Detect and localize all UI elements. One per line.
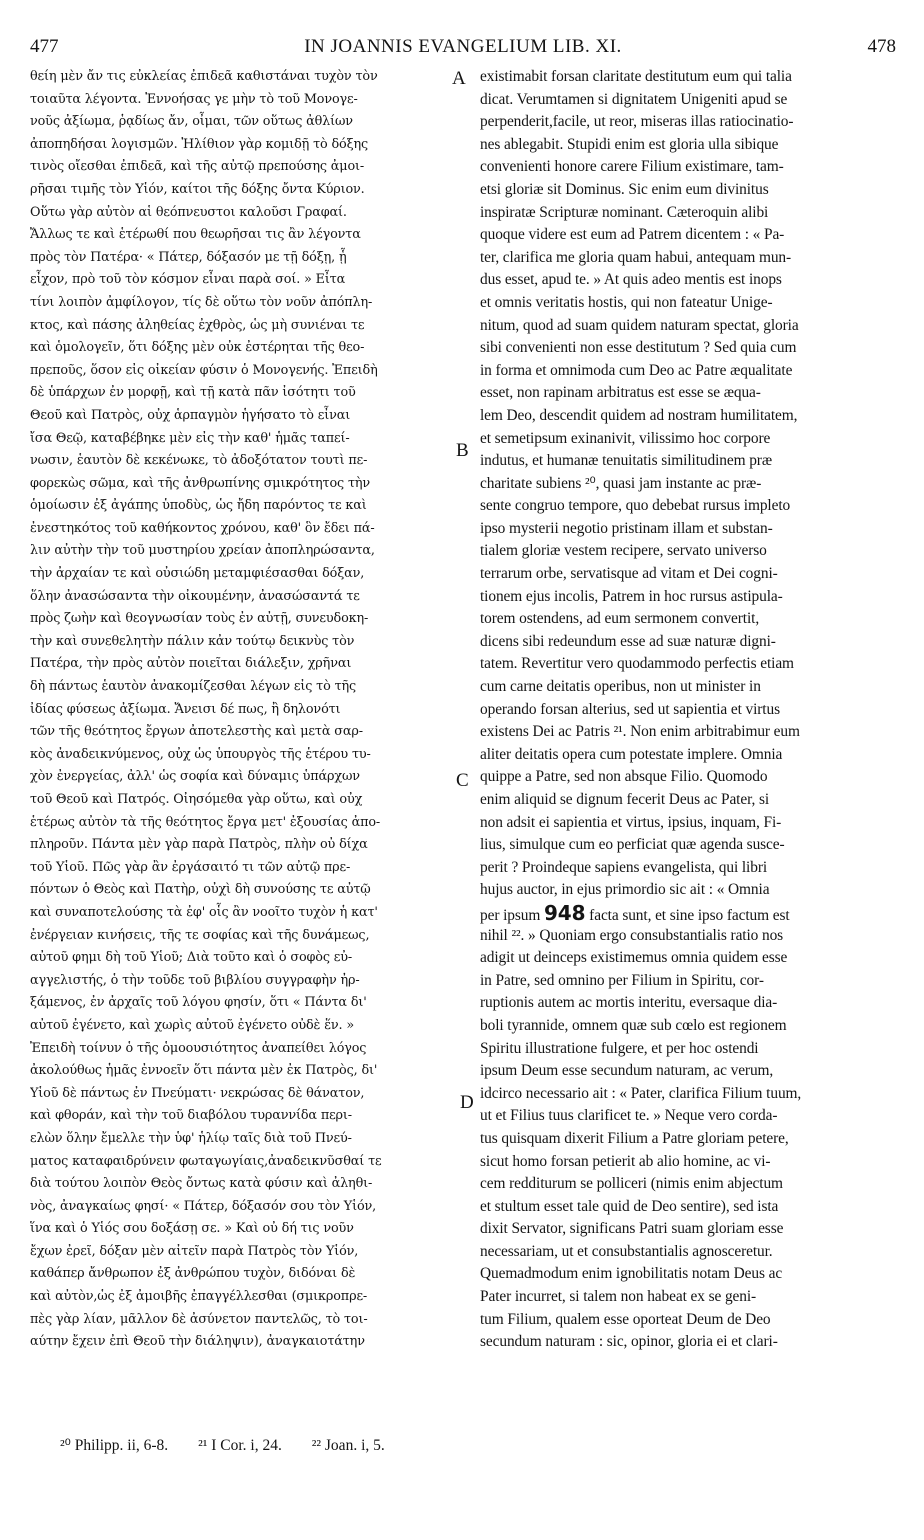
greek-text-line: ἐνεστηκότος τοῦ καθήκοντος χρόνου, καθ' ὃν ἔδει πά- — [30, 520, 375, 536]
latin-text-line: terrarum orbe, servatisque ad vitam et Dei cogni- — [480, 565, 778, 583]
latin-text-line: boli tyrannide, omnem quæ sub cœlo est regionem — [480, 1016, 787, 1034]
line-text: facta sunt, et sine ipso factum est — [585, 906, 790, 924]
latin-text-line: ter, clarifica me gloria quam habui, antequam mun- — [480, 248, 792, 266]
latin-text-line: Spiritu illustratione fulgere, et per hoc ostendi — [480, 1039, 759, 1057]
latin-text-line: nitum, quod ad suam quidem naturam spectat, gloria — [480, 316, 799, 334]
running-header — [30, 36, 896, 62]
greek-text-line: κτος, καὶ πάσης ἀληθείας ἐχθρὸς, ὡς μὴ συνιέναι τε — [30, 317, 365, 333]
latin-text-line: et semetipsum exinanivit, vilissimo hoc corpore — [480, 429, 771, 447]
latin-text-line: non adsit ei sapientia et virtus, ipsius, inquam, Fi- — [480, 813, 782, 831]
greek-text-line: πρεποῦς, ὅσον εἰς οἰκείαν φύσιν ὁ Μονογενής. Ἐπειδὴ — [30, 362, 378, 378]
greek-text-line: αὐτοῦ ἐγένετο, καὶ χωρὶς αὐτοῦ ἐγένετο οὐδὲ ἕν. » — [30, 1017, 355, 1033]
greek-text-line: τὴν ἀρχαίαν τε καὶ οὐσιώδη μεταμφιέσασθαι δόξαν, — [30, 566, 365, 582]
latin-text-line: in forma et omnimoda cum Deo ac Patre æqualitate — [480, 361, 793, 379]
page-number-right: 478 — [867, 36, 896, 57]
greek-text-line: δὴ πάντως ἑαυτὸν ἀνακομίζεσθαι λέγων εἰς τὸ τῆς — [30, 679, 357, 695]
greek-text-line: τὴν καὶ συνεθελητὴν πάλιν κἀν τούτῳ δεικνὺς τὸν — [30, 633, 355, 649]
greek-text-line: εἶχον, πρὸ τοῦ τὸν κόσμον εἶναι παρὰ σοί. » Εἶτα — [30, 272, 346, 288]
greek-text-line: τῶν τῆς θεότητος ἔργων ἀποτελεστὴς καὶ μετὰ σαρ- — [30, 724, 363, 740]
greek-text-line: ἀποπηδήσαι λογισμῶν. Ἠλίθιον γὰρ κομιδῇ τὸ δόξης — [30, 136, 369, 152]
latin-text-line: et stultum esset tale quid de Deo sentire), sed ista — [480, 1197, 779, 1215]
greek-text-line: ἑτέρως αὐτὸν τὰ τῆς θεότητος ἔργα μετ' ἐξουσίας ἀπο- — [30, 814, 381, 830]
latin-text-line: dixit Servator, significans Patri suam gloriam esse — [480, 1220, 784, 1238]
latin-text-line: dus esset, apud te. » At quis adeo mentis est inops — [480, 271, 782, 289]
greek-text-line: θείη μὲν ἄν τις εὐκλείας ἐπιδεᾶ καθιστάναι τυχὸν τὸν — [30, 69, 378, 84]
running-title: IN JOANNIS EVANGELIUM LIB. XI. — [304, 36, 622, 57]
greek-text-line: καὶ φθοράν, καὶ τὴν τοῦ διαβόλου τυραννίδα περι- — [30, 1108, 352, 1124]
greek-text-line: τίνι λοιπὸν ἀμφίλογον, τίς δὲ οὕτω τὸν νοῦν ἀπόπλη- — [30, 294, 373, 310]
greek-text-line: ἀκολούθως ἡμᾶς ἐννοεῖν ὅτι πάντα μὲν ἐκ Πατρὸς, δι' — [30, 1063, 378, 1079]
greek-text-line: Οὕτω γὰρ αὐτὸν αἱ θεόπνευστοι καλοῦσι Γραφαί. — [30, 204, 347, 220]
latin-text-line: aliter deitatis opera cum potestate implere. Omnia — [480, 745, 783, 763]
greek-text-line: ἴσα Θεῷ, καταβέβηκε μὲν εἰς τὴν καθ' ἡμᾶς ταπεί- — [30, 430, 350, 446]
latin-text-line: tum Filium, qualem esse oporteat Deum de Deo — [480, 1310, 771, 1328]
footnote: ²² Joan. i, 5. — [311, 1437, 385, 1454]
greek-text-line: ξάμενος, ἐν ἀρχαῖς τοῦ λόγου φησίν, ὅτι « Πάντα δι' — [30, 995, 367, 1011]
latin-text-line: dicat. Verumtamen si dignitatem Unigeniti apud se — [480, 90, 788, 108]
latin-text-line: idcirco necessario ait : « Pater, clarifica Filium tuum, — [480, 1084, 802, 1102]
latin-text-line — [480, 902, 892, 925]
latin-text-line: necessariam, ut et consubstantialis agnosceretur. — [480, 1242, 773, 1260]
greek-text-line: αγγελιστής, ὁ τὴν τοῦδε τοῦ βιβλίου συγγραφὴν ἠρ- — [30, 972, 360, 988]
latin-text-line: Pater incurret, si talem non habeat ex se geni- — [480, 1288, 757, 1306]
latin-text-line: inspiratæ Scripturæ nominant. Cæteroquin alibi — [480, 203, 769, 221]
margin-letter-d: D — [460, 1092, 474, 1113]
greek-text-line: τοιαῦτα λέγοντα. Ἐννοήσας γε μὴν τὸ τοῦ Μονογε- — [30, 91, 358, 107]
latin-text-line: et omnis veritatis hostis, qui non fateatur Unige- — [480, 293, 773, 311]
greek-text-line: Πατέρα, τὴν πρὸς αὐτὸν ποιεῖται διάλεξιν, χρῆναι — [30, 656, 352, 672]
latin-text-line: perpenderit,facile, ut reor, miseras illas ratiocinatio- — [480, 113, 794, 131]
margin-letter-c: C — [456, 770, 469, 791]
greek-text-line: καὶ αὐτὸν,ὡς ἐξ ἀμοιβῆς ἐπαγγέλλεσθαι (σμικροπρε- — [30, 1289, 368, 1305]
greek-text-line: νὸς, ἀναγκαίως φησί· « Πάτερ, δόξασόν σου τὸν Υἱόν, — [30, 1198, 377, 1214]
greek-text-line: νοῦς ἀξίωμα, ῥᾳδίως ἄν, οἶμαι, τῶν οὕτως ἀθλίων — [30, 114, 353, 130]
latin-text-line: etsi gloriæ sit Dominus. Sic enim eum divinitus — [480, 180, 769, 198]
latin-text-line: tus quisquam dixerit Filium a Patre gloriam petere, — [480, 1129, 789, 1147]
latin-text-line: operando forsan alterius, sed ut sapientia et virtus — [480, 700, 780, 718]
margin-letter-a: A — [452, 68, 466, 89]
greek-text-line: τοῦ Υἱοῦ. Πῶς γὰρ ἂν ἐργάσαιτό τι τῶν αὐτῷ πρε- — [30, 859, 351, 875]
greek-text-line: Θεοῦ καὶ Πατρὸς, οὐχ ἁρπαγμὸν ἡγήσατο τὸ εἶναι — [30, 407, 351, 423]
greek-text-line: διὰ τούτου λοιπὸν Θεὸς ὄντως κατὰ φύσιν καὶ ἀληθι- — [30, 1176, 373, 1192]
latin-text-line: ipsum Deum esse secundum naturam, ac verum, — [480, 1062, 774, 1080]
latin-text-line: perit ? Proindeque sapiens evangelista, qui libri — [480, 858, 768, 876]
latin-text-line: ut et Filius tuus clarificet te. » Neque vero corda- — [480, 1107, 778, 1125]
greek-text-line: ἔχων ἐρεῖ, δόξαν μὲν αἰτεῖν παρὰ Πατρὸς τὸν Υἱόν, — [30, 1243, 359, 1259]
latin-text-line: dicens sibi redeundum esse ad suæ naturæ digni- — [480, 632, 776, 650]
greek-text-line: χὸν ἐνεργείας, ἀλλ' ὡς σοφία καὶ δύναμις ὑπάρχων — [30, 769, 360, 785]
greek-text-line: καθάπερ ἄνθρωπον ἐξ ἀνθρώπου τυχὸν, διδόναι δὲ — [30, 1266, 356, 1282]
latin-text-line: Quemadmodum enim ignobilitatis notam Deus ac — [480, 1265, 783, 1283]
latin-text-line: quippe a Patre, sed non absque Filio. Quomodo — [480, 768, 768, 786]
column-number: 948 — [543, 901, 586, 925]
greek-text-line: πὲς γὰρ λίαν, μᾶλλον δὲ ἀσύνετον παντελῶς, τὸ τοι- — [30, 1311, 368, 1327]
greek-text-line: ὅλην ἀνασώσαντα τὴν οἰκουμένην, ἀνασώσαντά τε — [30, 588, 360, 604]
latin-text-line: nihil ²². » Quoniam ergo consubstantialis ratio nos — [480, 926, 784, 944]
latin-text-line: torem ostendens, ad eum sermonem convertit, — [480, 610, 760, 628]
greek-text-line: ἵνα καὶ ὁ Υἱός σου δοξάσῃ σε. » Καὶ οὐ δή τις νοῦν — [30, 1221, 354, 1237]
page-number-left: 477 — [30, 36, 59, 57]
footnotes — [60, 1436, 860, 1455]
latin-text-line: existimabit forsan claritate destitutum eum qui talia — [480, 68, 792, 85]
greek-text-line: τοῦ Θεοῦ καὶ Πατρός. Οἰησόμεθα γὰρ οὕτω, καὶ οὐχ — [30, 792, 363, 807]
greek-text-line: πληροῦν. Πάντα μὲν γὰρ παρὰ Πατρὸς, πλὴν οὐ δίχα — [30, 837, 368, 853]
latin-text-line: cem redditurum se polliceri (nimis enim abjectum — [480, 1175, 783, 1193]
greek-text-line: αύτην ἔχειν ἐπὶ Θεοῦ τὴν διάληψιν), ἀναγκαιοτάτην — [30, 1334, 365, 1350]
latin-text-line: tionem ejus incolis, Patrem in hoc rursus astipula- — [480, 587, 783, 605]
greek-text-line: πρὸς ζωὴν καὶ θεογνωσίαν τοὺς ἐν αὐτῇ, συνευδοκη- — [30, 611, 369, 627]
greek-text-line: δὲ ὑπάρχων ἐν μορφῇ, καὶ τῇ κατὰ πᾶν ἰσότητι τοῦ — [30, 385, 356, 401]
greek-text-line: τινὸς οἴεσθαι ἐπιδεᾶ, καὶ τῆς αὐτῷ πρεπούσης ἀμοι- — [30, 159, 365, 175]
latin-text-line: secundum naturam : sic, opinor, gloria ei et clari- — [480, 1333, 778, 1351]
greek-text-line: ρῆσαι τιμῆς τὸν Υἱόν, καίτοι τῆς δόξης ὄντα Κύριον. — [30, 181, 365, 197]
latin-text-line: indutus, et humanæ tenuitatis similitudinem præ — [480, 452, 772, 470]
latin-text-line: in Patre, sed omnino per Filium in Spiritu, cor- — [480, 971, 764, 989]
latin-text-line: enim aliquid se dignum fecerit Deus ac Pater, si — [480, 791, 770, 808]
greek-text-line: ελὼν ὅλην ἔμελλε τὴν ὑφ' ἡλίῳ ταῖς διὰ τοῦ Πνεύ- — [30, 1130, 352, 1146]
latin-text-line: ruptionis autem ac mortis interitu, eversaque dia- — [480, 994, 778, 1012]
latin-text-line: adigit ut deinceps existimemus omnia quidem esse — [480, 949, 788, 967]
latin-text-line: sicut homo forsan petierit ab alio homine, ac vi- — [480, 1152, 771, 1170]
latin-text-line: convenienti honore carere Filium existimare, tam- — [480, 158, 784, 176]
greek-text-line: Ἄλλως τε καὶ ἑτέρωθί που θεωρῆσαι τις ἂν λέγοντα — [30, 227, 361, 243]
greek-text-line: Υἱοῦ δὲ πάντως ἐν Πνεύματι· νεκρώσας δὲ θάνατον, — [30, 1085, 365, 1101]
latin-text-line: hujus auctor, in ejus primordio sic ait : « Omnia — [480, 881, 770, 899]
latin-text-line: lius, simulque cum eo perficiat quæ agenda susce- — [480, 836, 785, 854]
greek-text-line: ἰδίας φύσεως ἀξίωμα. Ἄνεισι δέ πως, ἢ δηλονότι — [30, 701, 341, 717]
latin-text-line: charitate subiens ²⁰, quasi jam instante ac præ- — [480, 474, 762, 492]
latin-text-line: sente congruo tempore, quo debebat rursus impleto — [480, 497, 791, 515]
latin-text-line: ipso mysterii negotio pristinam illam et substan- — [480, 519, 773, 537]
greek-text-line: ὁμοίωσιν ἐξ ἀγάπης ὑποδὺς, ὡς ἤδη παρόντος τε καὶ — [30, 498, 367, 514]
footnote: ²¹ I Cor. i, 24. — [198, 1437, 282, 1454]
greek-text-line: ἐνέργειαν κινήσεις, τῆς τε σοφίας καὶ τῆς δυνάμεως, — [30, 927, 370, 943]
latin-text-line: cum carne deitatis operibus, non ut minister in — [480, 678, 761, 696]
latin-text-line: existens Dei ac Patris ²¹. Non enim arbitrabimur eum — [480, 723, 800, 741]
latin-text-line: esset, non rapinam arbitratus est esse se æqua- — [480, 384, 761, 402]
footnote: ²⁰ Philipp. ii, 6-8. — [60, 1437, 169, 1454]
latin-text-line: tatem. Revertitur vero quodammodo perfectis etiam — [480, 655, 794, 673]
greek-text-line: λιν αὐτὴν τὴν τοῦ μυστηρίου χρείαν ἀποπληρώσαντα, — [30, 543, 375, 559]
greek-text-line: καὶ ὁμολογεῖν, ὅτι δόξης μὲν οὐκ ἐστέρηται τῆς θεο- — [30, 340, 365, 356]
greek-text-line: πόντων ὁ Θεὸς καὶ Πατὴρ, οὐχὶ δὴ συνούσης τε αὐτῷ — [30, 882, 371, 898]
greek-text-line: αὐτοῦ φημι δὴ τοῦ Υἱοῦ; Διὰ τοῦτο καὶ ὁ σοφὸς εὐ- — [30, 950, 353, 966]
latin-column — [480, 66, 892, 1354]
greek-text-line: κὸς ἀναδεικνύμενος, οὐχ ὡς ὑπουργὸς τῆς ἑτέρου τυ- — [30, 746, 371, 762]
greek-text-line: Ἐπειδὴ τοίνυν ὁ τῆς ὁμοουσιότητος ἀναπείθει λόγος — [30, 1040, 367, 1056]
line-text: per ipsum — [480, 906, 544, 924]
greek-text-line: ματος καταφαιδρύνειν φωταγωγίαις,ἀναδεικνῦσθαί τε — [30, 1153, 382, 1169]
latin-text-line: quoque videre est eum ad Patrem dicentem : « Pa- — [480, 226, 785, 244]
greek-text-line: νωσιν, ἑαυτὸν δὲ κεκένωκε, τὸ ἀδοξότατον τουτὶ πε- — [30, 453, 368, 469]
greek-column — [30, 66, 450, 1354]
latin-text-line: sibi convenienti non esse destitutum ? Sed quia cum — [480, 339, 797, 357]
latin-text-line: nes ablegabit. Stupidi enim est gloria ulla sibique — [480, 135, 779, 153]
greek-text-line: πρὸς τὸν Πατέρα· « Πάτερ, δόξασόν με τῇ δόξῃ, ᾗ — [30, 249, 347, 265]
latin-text-line: lem Deo, descendit quidem ad nostram humilitatem, — [480, 406, 798, 424]
margin-letter-b: B — [456, 440, 469, 461]
latin-text-line: tialem gloriæ vestem recipere, servato universo — [480, 542, 767, 560]
greek-text-line: φορεκὼς σῶμα, καὶ τῆς ἀνθρωπίνης σμικρότητος τὴν — [30, 475, 371, 491]
greek-text-line: καὶ συναποτελούσης τὰ ἐφ' οἷς ἂν νοοῖτο τυχὸν ἡ κατ' — [30, 904, 378, 920]
